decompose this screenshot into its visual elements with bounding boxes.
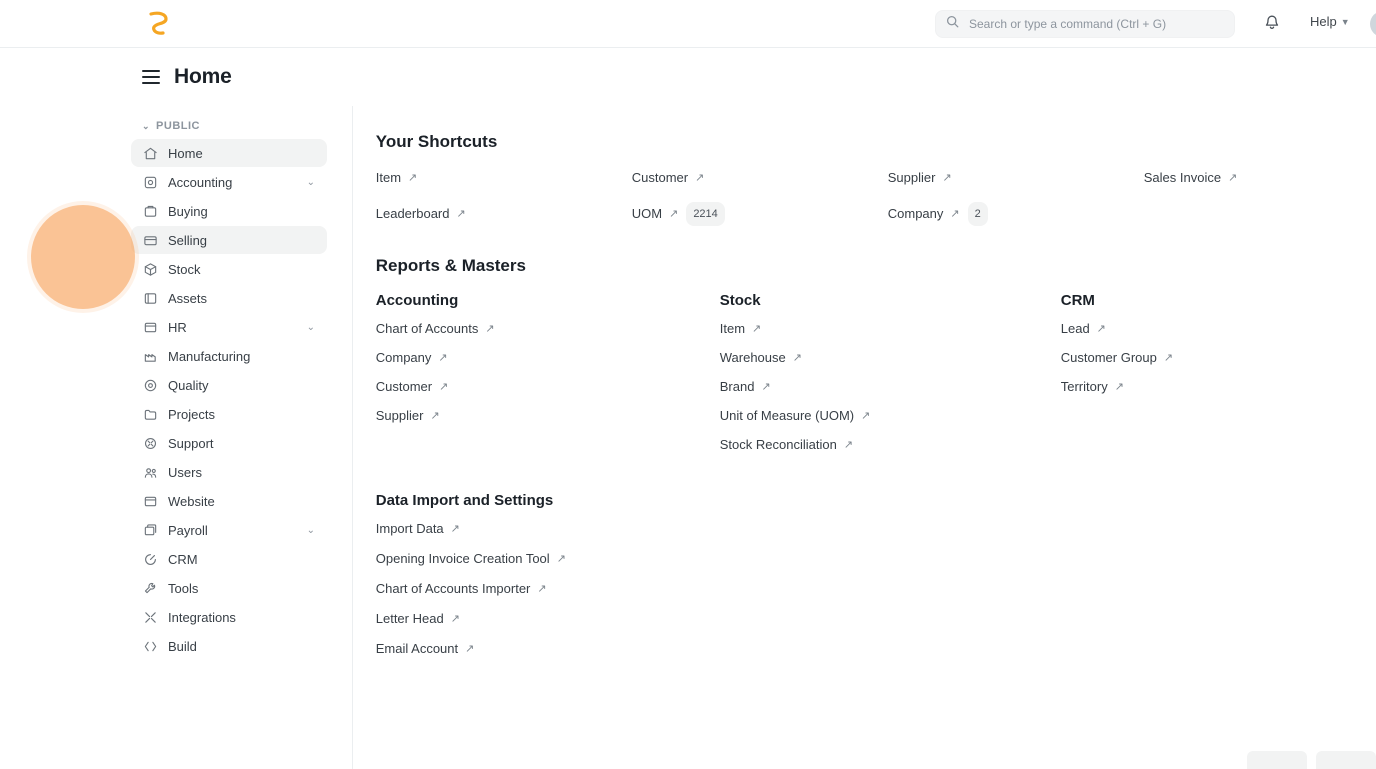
body	[0, 106, 1376, 769]
report-group-title: Stock	[719, 292, 761, 309]
reports-grid	[376, 292, 1376, 464]
external-link-arrow-icon: ↗	[456, 208, 466, 220]
top-navbar	[0, 0, 1376, 48]
support-icon	[142, 435, 158, 451]
sidebar-item-label: Website	[168, 493, 215, 509]
shortcut-label: Company	[887, 206, 944, 221]
shortcut-label: Customer	[631, 170, 689, 185]
sidebar-item-build[interactable]	[131, 632, 327, 660]
sidebar-item-crm[interactable]	[131, 545, 327, 573]
sidebar-item-hr[interactable]	[131, 313, 327, 341]
search-input[interactable]	[967, 16, 1224, 32]
settings-link-chart-of-accounts-importer[interactable]	[376, 579, 1376, 599]
external-link-arrow-icon: ↗	[792, 352, 802, 364]
external-link-arrow-icon: ↗	[1228, 172, 1238, 184]
external-link-arrow-icon: ↗	[695, 172, 705, 184]
report-group-stock	[720, 292, 1061, 464]
build-icon	[142, 638, 158, 654]
chevron-down-icon[interactable]: ⌄	[306, 176, 315, 188]
external-link-arrow-icon: ↗	[465, 643, 475, 655]
report-link-label: Customer Group	[1060, 350, 1157, 365]
external-link-arrow-icon: ↗	[1096, 323, 1106, 335]
settings-link-label: Import Data	[375, 521, 444, 536]
report-link-stock-reconciliation[interactable]	[720, 435, 1061, 455]
avatar[interactable]	[1370, 11, 1376, 37]
shortcut-customer[interactable]	[632, 168, 888, 188]
report-group-title: Accounting	[375, 292, 459, 309]
report-link-label: Company	[375, 350, 432, 365]
sidebar-item-stock[interactable]	[131, 255, 327, 283]
chevron-down-icon: ⌄	[142, 120, 151, 131]
main-content	[352, 106, 1376, 769]
shortcuts-heading: Your Shortcuts	[375, 132, 498, 151]
external-link-arrow-icon: ↗	[843, 439, 854, 451]
sidebar-item-label: Tools	[168, 580, 199, 596]
settings-link-label: Letter Head	[375, 611, 444, 626]
chevron-down-icon[interactable]: ⌄	[306, 524, 315, 536]
report-link-label: Item	[719, 321, 746, 336]
report-group-title: CRM	[1060, 292, 1095, 309]
help-label: Help	[1310, 14, 1337, 29]
search-icon	[946, 15, 959, 33]
sidebar-item-label: Integrations	[168, 609, 236, 625]
sidebar-item-home[interactable]	[131, 139, 327, 167]
shortcut-label: Item	[375, 170, 402, 185]
external-link-arrow-icon: ↗	[1163, 352, 1174, 364]
report-link-unit-of-measure-uom[interactable]	[720, 406, 1061, 426]
bell-icon[interactable]	[1262, 13, 1284, 35]
sidebar-item-quality[interactable]	[131, 371, 327, 399]
report-link-label: Brand	[719, 379, 755, 394]
settings-heading: Data Import and Settings	[375, 492, 554, 509]
external-link-arrow-icon: ↗	[450, 523, 460, 535]
external-link-arrow-icon: ↗	[761, 381, 771, 393]
sidebar-item-support[interactable]	[131, 429, 327, 457]
chevron-down-icon: ▼	[1340, 16, 1350, 27]
page-title: Home	[174, 65, 232, 88]
payroll-icon	[142, 522, 158, 538]
sidebar-section-public[interactable]	[131, 116, 352, 138]
sidebar-item-accounting[interactable]	[131, 168, 327, 196]
stock-icon	[142, 261, 158, 277]
sidebar-item-label: Selling	[168, 232, 208, 248]
report-link-warehouse[interactable]	[720, 348, 1061, 368]
tools-icon	[142, 580, 158, 596]
report-link-label: Stock Reconciliation	[719, 437, 837, 452]
external-link-arrow-icon: ↗	[408, 172, 418, 184]
manufacturing-icon	[142, 348, 158, 364]
bottom-button-1[interactable]	[1247, 751, 1307, 769]
projects-icon	[142, 406, 158, 422]
sidebar-item-label: Buying	[168, 203, 208, 219]
settings-link-label: Opening Invoice Creation Tool	[375, 551, 550, 566]
sidebar	[0, 106, 352, 769]
sidebar-item-payroll[interactable]	[131, 516, 327, 544]
report-link-customer-group[interactable]	[1061, 348, 1376, 368]
crm-icon	[142, 551, 158, 567]
global-search[interactable]	[935, 10, 1235, 38]
quality-icon	[142, 377, 158, 393]
report-link-lead[interactable]	[1061, 319, 1376, 339]
cursor-focus-highlight	[31, 205, 135, 309]
external-link-arrow-icon: ↗	[669, 208, 679, 220]
sidebar-item-assets[interactable]	[131, 284, 327, 312]
sidebar-item-label: Users	[168, 464, 202, 480]
report-link-chart-of-accounts[interactable]	[376, 319, 720, 339]
sidebar-item-tools[interactable]	[131, 574, 327, 602]
users-icon	[142, 464, 158, 480]
settings-link-label: Email Account	[375, 641, 459, 656]
hamburger-menu-icon[interactable]	[142, 70, 160, 84]
external-link-arrow-icon: ↗	[556, 553, 566, 565]
sidebar-item-integrations[interactable]	[131, 603, 327, 631]
shortcut-label: UOM	[631, 206, 663, 221]
sidebar-item-label: Manufacturing	[168, 348, 251, 364]
settings-list	[376, 519, 1376, 659]
sidebar-item-selling[interactable]	[131, 226, 327, 254]
chevron-down-icon[interactable]: ⌄	[306, 321, 315, 333]
report-link-brand[interactable]	[720, 377, 1061, 397]
sidebar-item-label: Assets	[168, 290, 208, 306]
report-link-label: Warehouse	[719, 350, 786, 365]
page-header	[0, 48, 1376, 106]
sidebar-item-label: Home	[168, 145, 203, 161]
external-link-arrow-icon: ↗	[942, 172, 952, 184]
settings-link-opening-invoice-creation-tool[interactable]	[376, 549, 1376, 569]
report-link-company[interactable]	[376, 348, 720, 368]
accounting-icon	[142, 174, 158, 190]
sidebar-item-label: Payroll	[168, 522, 208, 538]
report-link-supplier[interactable]	[376, 406, 720, 426]
shortcut-count-badge: 2	[968, 202, 988, 226]
sidebar-item-manufacturing[interactable]	[131, 342, 327, 370]
report-link-label: Territory	[1060, 379, 1108, 394]
sidebar-item-label: Projects	[168, 406, 215, 422]
external-link-arrow-icon: ↗	[950, 208, 960, 220]
bottom-button-2[interactable]	[1316, 751, 1376, 769]
external-link-arrow-icon: ↗	[752, 323, 762, 335]
sidebar-item-label: Stock	[168, 261, 201, 277]
external-link-arrow-icon: ↗	[537, 583, 547, 595]
report-link-label: Supplier	[375, 408, 424, 423]
hr-icon	[142, 319, 158, 335]
sidebar-item-label: Support	[168, 435, 214, 451]
shortcut-company[interactable]	[888, 202, 1144, 226]
shortcut-label: Supplier	[887, 170, 936, 185]
sidebar-item-label: HR	[168, 319, 187, 335]
external-link-arrow-icon: ↗	[430, 410, 440, 422]
shortcut-uom[interactable]	[632, 202, 888, 226]
shortcut-leaderboard[interactable]	[376, 202, 632, 226]
report-link-territory[interactable]	[1061, 377, 1376, 397]
report-link-label: Customer	[375, 379, 433, 394]
integrations-icon	[142, 609, 158, 625]
sidebar-item-projects[interactable]	[131, 400, 327, 428]
external-link-arrow-icon: ↗	[861, 410, 871, 422]
external-link-arrow-icon: ↗	[438, 352, 448, 364]
reports-heading: Reports & Masters	[375, 256, 526, 275]
selling-icon	[142, 232, 158, 248]
bottom-action-buttons[interactable]	[1247, 751, 1376, 769]
website-icon	[142, 493, 158, 509]
shortcuts-grid	[376, 168, 1376, 226]
shortcut-sales-invoice[interactable]	[1144, 168, 1376, 188]
external-link-arrow-icon: ↗	[439, 381, 449, 393]
help-menu[interactable]	[1310, 14, 1350, 29]
external-link-arrow-icon: ↗	[450, 613, 460, 625]
home-icon	[142, 145, 158, 161]
sidebar-item-website[interactable]	[131, 487, 327, 515]
sidebar-item-label: Accounting	[168, 174, 233, 190]
shortcut-supplier[interactable]	[888, 168, 1144, 188]
settings-link-import-data[interactable]	[376, 519, 1376, 539]
settings-link-letter-head[interactable]	[376, 609, 1376, 629]
report-link-label: Lead	[1060, 321, 1090, 336]
external-link-arrow-icon: ↗	[1114, 381, 1124, 393]
sidebar-item-buying[interactable]	[131, 197, 327, 225]
sidebar-item-label: Build	[168, 638, 197, 654]
report-group-accounting	[376, 292, 720, 464]
sidebar-item-label: Quality	[168, 377, 209, 393]
report-link-label: Unit of Measure (UOM)	[719, 408, 855, 423]
settings-link-email-account[interactable]	[376, 639, 1376, 659]
shortcut-label: Sales Invoice	[1143, 170, 1222, 185]
sidebar-section-label: PUBLIC	[156, 120, 200, 132]
report-link-label: Chart of Accounts	[375, 321, 479, 336]
frappe-logo-icon[interactable]	[142, 8, 174, 40]
sidebar-item-users[interactable]	[131, 458, 327, 486]
assets-icon	[142, 290, 158, 306]
settings-link-label: Chart of Accounts Importer	[375, 581, 531, 596]
report-link-item[interactable]	[720, 319, 1061, 339]
report-link-customer[interactable]	[376, 377, 720, 397]
shortcut-label: Leaderboard	[375, 206, 450, 221]
shortcut-count-badge: 2214	[686, 202, 724, 226]
sidebar-item-label: CRM	[168, 551, 198, 567]
shortcut-item[interactable]	[376, 168, 632, 188]
external-link-arrow-icon: ↗	[485, 323, 495, 335]
buying-icon	[142, 203, 158, 219]
report-group-crm	[1061, 292, 1376, 464]
